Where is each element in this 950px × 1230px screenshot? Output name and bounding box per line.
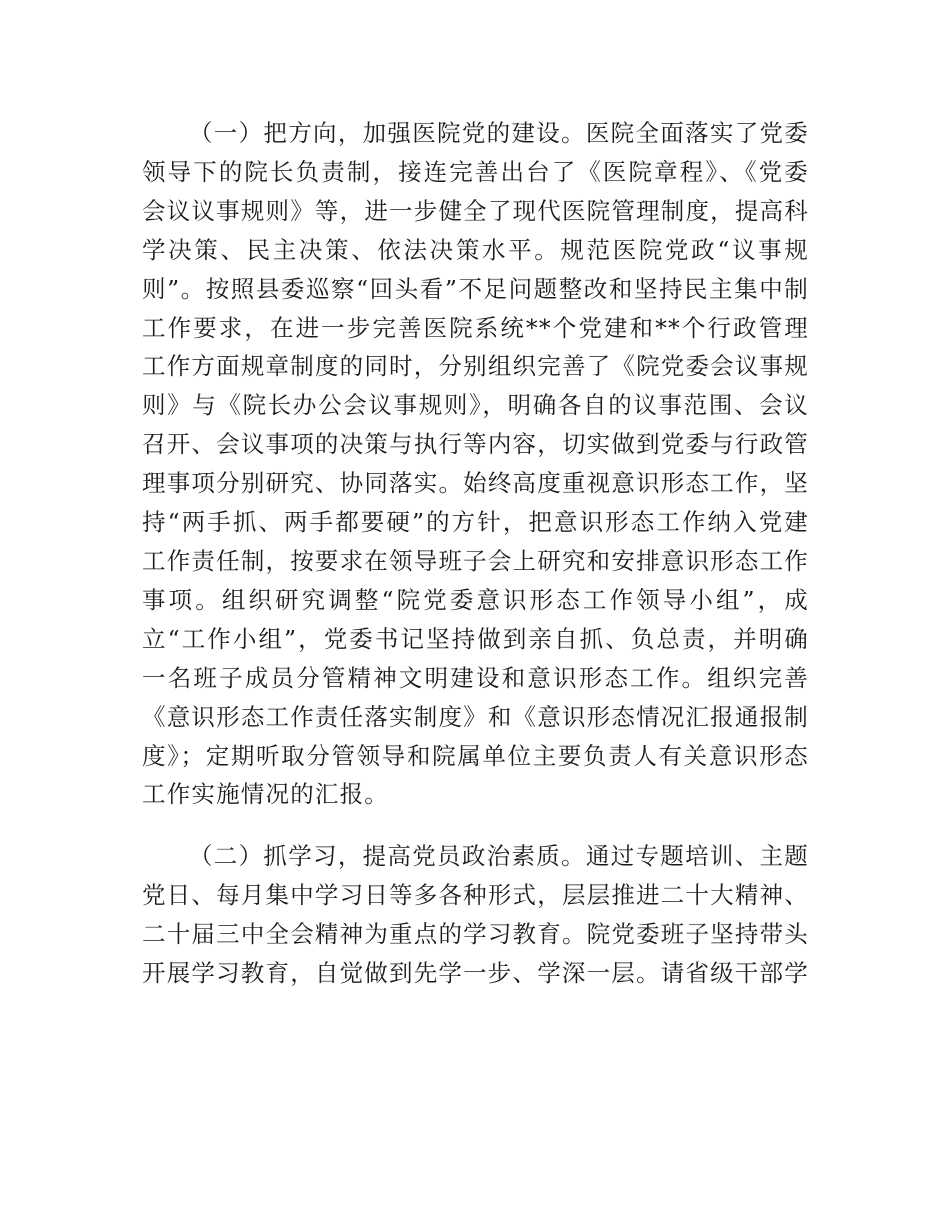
paragraph-study: （二）抓学习，提高党员政治素质。通过专题培训、主题党日、每月集中学习日等多各种形式，层层推进二十大精神、二十届三中全会精神为重点的学习教育。院党委班子坚持带头开展学习教育，自觉做到先学一步、学深一层。请省级干部学 [142, 842, 809, 988]
paragraph-party-building: （一）把方向，加强医院党的建设。医院全面落实了党委领导下的院长负责制，接连完善出台了《医院章程》、《党委会议议事规则》等，进一步健全了现代医院管理制度，提高科学决策、民主决策、依法决策水平。规范医院党政“议事规则”。按照县委巡察“回头看”不足问题整改和坚持民主集中制工作要求，在进一步完善医院系统**个党建和**个行政管理工作方面规章制度的同时，分别组织完善了《院党委会议事规则》与《院长办公会议事规则》，明确各自的议事范围、会议召开、会议事项的决策与执行等内容，切实做到党委与行政管理事项分别研究、协同落实。始终高度重视意识形态工作，坚持“两手抓、两手都要硬”的方针，把意识形态工作纳入党建工作责任制，按要求在领导班子会上研究和安排意识形态工作事项。组织研究调整“院党委意识形态工作领导小组”，成立“工作小组”，党委书记坚持做到亲自抓、负总责，并明确一名班子成员分管精神文明建设和意识形态工作。组织完善《意识形态工作责任落实制度》和《意识形态情况汇报通报制度》；定期听取分管领导和院属单位主要负责人有关意识形态工作实施情况的汇报。 [142, 119, 809, 809]
document-body [142, 114, 809, 993]
